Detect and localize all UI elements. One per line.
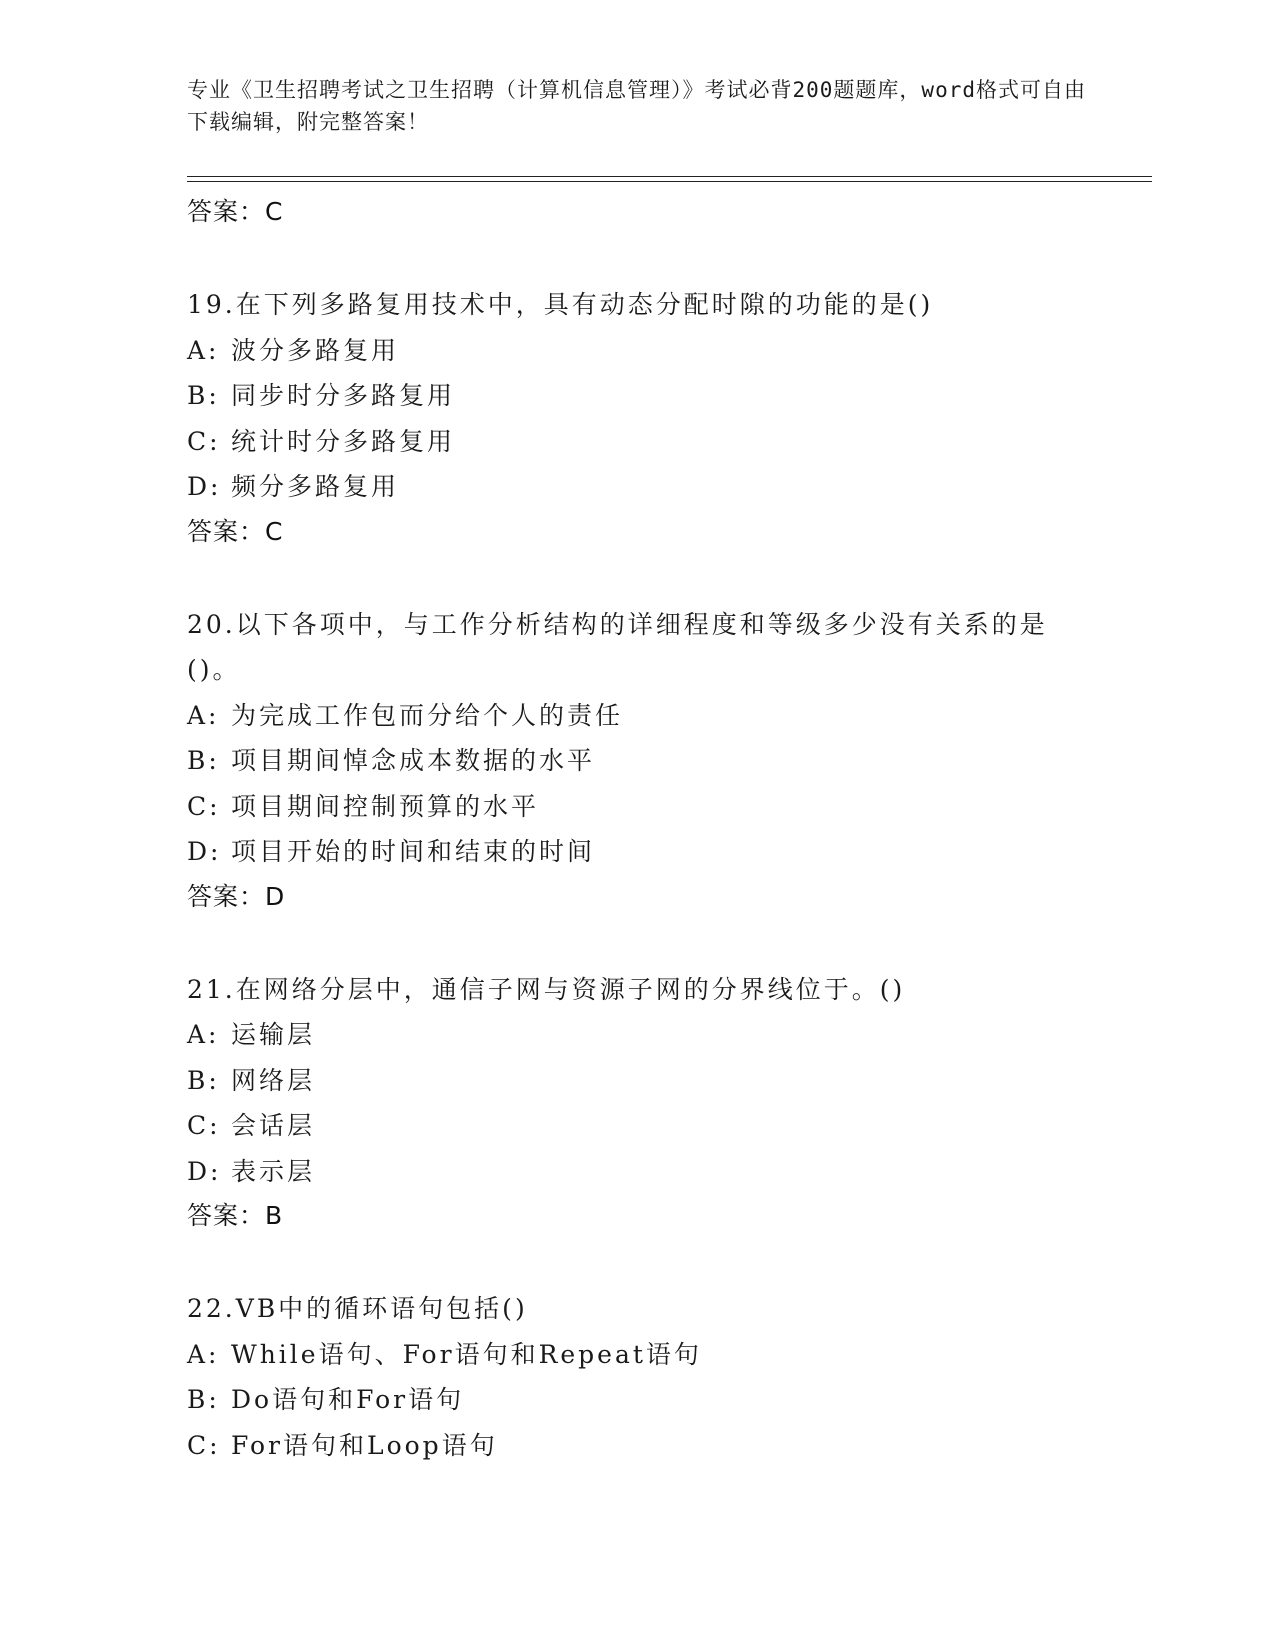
option-label: C: [187, 1430, 221, 1460]
header-divider-bottom [187, 181, 1152, 182]
answer-line: 答案：D [187, 881, 286, 911]
option-text: 频分多路复用 [231, 472, 400, 501]
document-header: 专业《卫生招聘考试之卫生招聘（计算机信息管理）》考试必背200题题库，word格式可自由下载编辑，附完整答案！ [187, 78, 1086, 134]
option-line [187, 784, 1152, 830]
option-line [187, 1377, 1152, 1423]
option-line [187, 419, 1152, 465]
option-label: A: [187, 1020, 220, 1049]
option-label: C: [187, 791, 221, 821]
option-text: 为完成工作包而分给个人的责任 [231, 700, 624, 730]
question-text: 20.以下各项中，与工作分析结构的详细程度和等级多少没有关系的是()。 [187, 609, 1048, 684]
option-label: B: [187, 746, 220, 775]
question-text: 22.VB中的循环语句包括() [187, 1294, 528, 1323]
option-line [187, 1149, 1152, 1195]
option-text: 波分多路复用 [231, 335, 400, 365]
option-label: D: [187, 837, 222, 866]
option-text: 项目期间控制预算的水平 [231, 791, 540, 821]
option-text: Do语句和For语句 [231, 1385, 465, 1414]
option-line [187, 1103, 1152, 1149]
document-body [187, 190, 1152, 1468]
question-block [187, 1286, 1152, 1468]
option-label: A: [187, 700, 220, 730]
option-line [187, 1423, 1152, 1469]
option-text: 会话层 [231, 1111, 316, 1140]
option-line [187, 464, 1152, 510]
option-text: 运输层 [231, 1020, 316, 1049]
option-line [187, 829, 1152, 875]
option-label: D: [187, 472, 222, 501]
option-text: 同步时分多路复用 [231, 381, 456, 410]
option-line [187, 1058, 1152, 1104]
option-text: 统计时分多路复用 [231, 426, 456, 456]
option-label: D: [187, 1156, 222, 1186]
option-label: B: [187, 1065, 220, 1095]
option-label: B: [187, 381, 220, 410]
question-block [187, 282, 1152, 554]
answer-line: 答案：C [187, 197, 284, 226]
question-text: 19.在下列多路复用技术中，具有动态分配时隙的功能的是() [187, 290, 934, 319]
option-text: For语句和Loop语句 [231, 1430, 498, 1460]
option-text: 项目开始的时间和结束的时间 [231, 837, 596, 866]
option-line [187, 328, 1152, 374]
option-text: 项目期间悼念成本数据的水平 [231, 746, 596, 775]
header-divider-top [187, 176, 1152, 177]
option-text: 网络层 [231, 1065, 316, 1095]
option-line [187, 1332, 1152, 1378]
option-label: B: [187, 1385, 220, 1414]
answer-line: 答案：B [187, 1201, 284, 1230]
option-text: While语句、For语句和Repeat语句 [231, 1339, 702, 1369]
option-label: C: [187, 426, 221, 456]
question-block [187, 602, 1152, 919]
option-line [187, 693, 1152, 739]
question-text: 21.在网络分层中，通信子网与资源子网的分界线位于。() [187, 974, 906, 1004]
option-label: A: [187, 335, 220, 365]
option-label: C: [187, 1111, 221, 1140]
option-line [187, 1012, 1152, 1058]
option-line [187, 373, 1152, 419]
question-block [187, 967, 1152, 1239]
option-label: A: [187, 1339, 220, 1369]
option-text: 表示层 [231, 1156, 316, 1186]
answer-line: 答案：C [187, 516, 284, 546]
option-line [187, 738, 1152, 784]
